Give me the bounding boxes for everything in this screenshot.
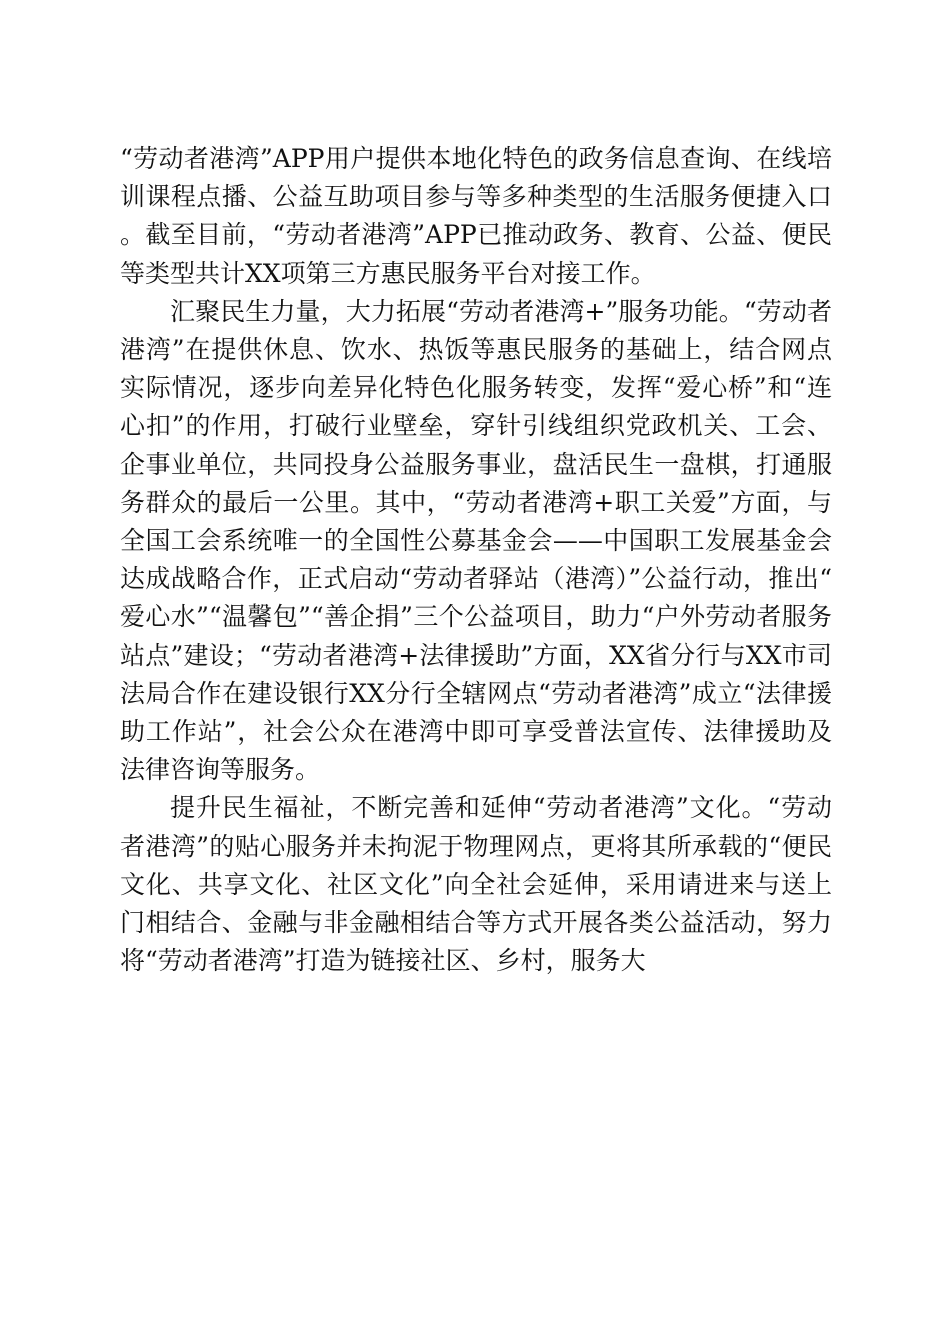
document-body bbox=[120, 140, 832, 980]
paragraph-3: 提升民生福祉，不断完善和延伸“劳动者港湾”文化。“劳动者港湾”的贴心服务并未拘泥于物理网点，更将其所承载的“便民文化、共享文化、社区文化”向全社会延伸，采用请进来与送上门相结合、金融与非金融相结合等方式开展各类公益活动，努力将“劳动者港湾”打造为链接社区、乡村，服务大 bbox=[120, 793, 832, 976]
paragraph-2: 汇聚民生力量，大力拓展“劳动者港湾+”服务功能。“劳动者港湾”在提供休息、饮水、热饭等惠民服务的基础上，结合网点实际情况，逐步向差异化特色化服务转变，发挥“爱心桥”和“连心扣”的作用，打破行业壁垒，穿针引线组织党政机关、工会、企事业单位，共同投身公益服务事业，盘活民生一盘棋，打通服务群众的最后一公里。其中，“劳动者港湾+职工关爱”方面，与全国工会系统唯一的全国性公募基金会——中国职工发展基金会达成战略合作，正式启动“劳动者驿站（港湾）”公益行动，推出“爱心水”“温馨包”“善企捐”三个公益项目，助力“户外劳动者服务站点”建设；“劳动者港湾+法律援助”方面，XX省分行与XX市司法局合作在建设银行XX分行全辖网点“劳动者港湾”成立“法律援助工作站”，社会公众在港湾中即可享受普法宣传、法律援助及法律咨询等服务。 bbox=[120, 296, 832, 785]
paragraph-1: “劳动者港湾”APP用户提供本地化特色的政务信息查询、在线培训课程点播、公益互助项目参与等多种类型的生活服务便捷入口。截至目前，“劳动者港湾”APP已推动政务、教育、公益、便民等类型共计XX项第三方惠民服务平台对接工作。 bbox=[120, 144, 832, 288]
